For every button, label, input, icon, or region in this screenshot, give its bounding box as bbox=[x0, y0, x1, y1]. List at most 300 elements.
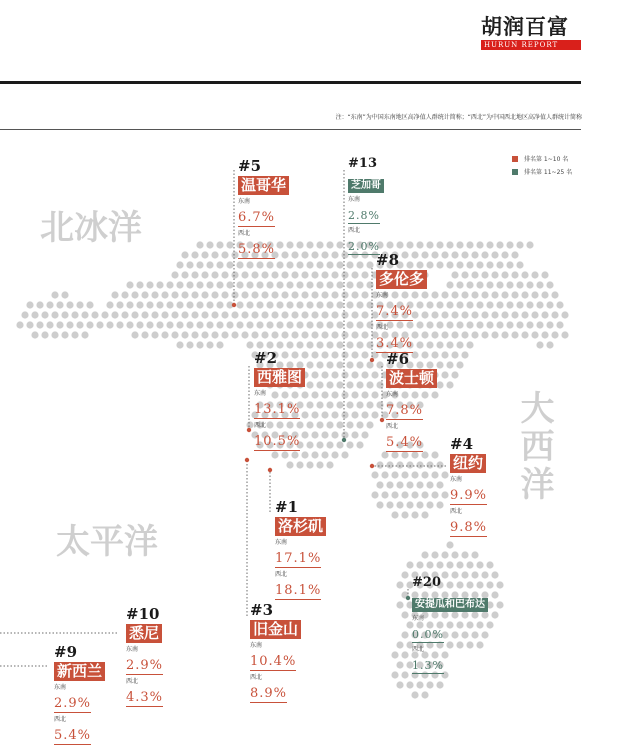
map-dot bbox=[471, 251, 478, 258]
map-dot bbox=[321, 271, 328, 278]
map-dot bbox=[66, 321, 73, 328]
map-dot bbox=[186, 341, 193, 348]
map-dot bbox=[371, 411, 378, 418]
map-dot bbox=[496, 241, 503, 248]
map-dot bbox=[396, 641, 403, 648]
city-boston bbox=[386, 350, 437, 452]
map-dot bbox=[326, 241, 333, 248]
city-chicago bbox=[348, 155, 384, 255]
map-dot bbox=[416, 561, 423, 568]
map-dot bbox=[206, 341, 213, 348]
map-dot bbox=[531, 311, 538, 318]
map-dot bbox=[251, 271, 258, 278]
southeast-label: 东南 bbox=[386, 391, 399, 398]
map-dot bbox=[316, 321, 323, 328]
rank: #2 bbox=[254, 349, 278, 367]
map-dot bbox=[51, 291, 58, 298]
map-dot bbox=[141, 331, 148, 338]
map-dot bbox=[451, 371, 458, 378]
map-dot bbox=[346, 281, 353, 288]
map-dot bbox=[376, 481, 383, 488]
map-dot bbox=[216, 241, 223, 248]
map-dot bbox=[486, 261, 493, 268]
northwest-label: 西北 bbox=[386, 423, 399, 430]
map-dot bbox=[396, 461, 403, 468]
map-dot bbox=[441, 351, 448, 358]
map-dot bbox=[86, 301, 93, 308]
northwest-value: 10.5% bbox=[254, 434, 301, 449]
map-dot bbox=[461, 251, 468, 258]
map-dot bbox=[201, 271, 208, 278]
map-dot bbox=[336, 421, 343, 428]
rank: #8 bbox=[376, 251, 400, 269]
map-dot bbox=[211, 291, 218, 298]
map-dot bbox=[366, 321, 373, 328]
map-dot bbox=[461, 271, 468, 278]
map-dot bbox=[241, 311, 248, 318]
map-dot bbox=[176, 281, 183, 288]
map-dot bbox=[436, 501, 443, 508]
map-dot bbox=[316, 461, 323, 468]
map-dot bbox=[301, 251, 308, 258]
map-dot bbox=[301, 271, 308, 278]
map-dot bbox=[431, 311, 438, 318]
map-dot bbox=[361, 331, 368, 338]
map-dot bbox=[346, 401, 353, 408]
map-dot bbox=[321, 351, 328, 358]
map-dot bbox=[426, 341, 433, 348]
map-dot bbox=[286, 341, 293, 348]
map-dot bbox=[371, 491, 378, 498]
map-dot bbox=[36, 321, 43, 328]
map-dot bbox=[441, 311, 448, 318]
map-dot bbox=[136, 281, 143, 288]
northwest-value: 5.8% bbox=[238, 242, 276, 257]
ocean-pacific: 太平洋 bbox=[56, 522, 158, 562]
map-dot bbox=[436, 381, 443, 388]
map-dot bbox=[456, 281, 463, 288]
map-dot bbox=[316, 401, 323, 408]
map-dot bbox=[126, 321, 133, 328]
map-dot bbox=[186, 301, 193, 308]
ocean-atlantic: 大西洋 bbox=[514, 390, 554, 504]
map-dot bbox=[431, 471, 438, 478]
map-dot bbox=[471, 311, 478, 318]
map-dot bbox=[191, 311, 198, 318]
northwest-value: 2.0% bbox=[348, 240, 380, 253]
map-dot bbox=[551, 291, 558, 298]
map-dot bbox=[191, 271, 198, 278]
map-dot bbox=[511, 251, 518, 258]
map-dot bbox=[426, 321, 433, 328]
map-dot bbox=[451, 351, 458, 358]
map-dot bbox=[456, 341, 463, 348]
map-dot bbox=[456, 301, 463, 308]
map-dot bbox=[116, 301, 123, 308]
map-dot bbox=[326, 441, 333, 448]
hurun-logo bbox=[481, 16, 581, 50]
map-dot bbox=[421, 691, 428, 698]
map-dot bbox=[491, 251, 498, 258]
map-dot bbox=[366, 261, 373, 268]
map-dot bbox=[306, 321, 313, 328]
northwest-label: 西北 bbox=[275, 571, 288, 578]
map-dot bbox=[561, 331, 568, 338]
map-dot bbox=[401, 511, 408, 518]
map-dot bbox=[471, 551, 478, 558]
map-dot bbox=[211, 331, 218, 338]
map-dot bbox=[501, 291, 508, 298]
map-dot bbox=[441, 251, 448, 258]
map-dot bbox=[156, 301, 163, 308]
map-dot bbox=[311, 431, 318, 438]
map-dot bbox=[436, 681, 443, 688]
map-dot bbox=[476, 281, 483, 288]
map-dot bbox=[196, 321, 203, 328]
city-name: 旧金山 bbox=[250, 620, 301, 639]
map-dot bbox=[296, 301, 303, 308]
map-dot bbox=[336, 361, 343, 368]
map-dot bbox=[386, 461, 393, 468]
map-dot bbox=[401, 631, 408, 638]
map-dot bbox=[351, 331, 358, 338]
map-dot bbox=[511, 271, 518, 278]
map-dot bbox=[341, 411, 348, 418]
map-dot bbox=[326, 301, 333, 308]
map-dot bbox=[491, 291, 498, 298]
map-dot bbox=[386, 481, 393, 488]
southeast-label: 东南 bbox=[412, 615, 425, 622]
map-dot bbox=[341, 391, 348, 398]
map-dot bbox=[166, 281, 173, 288]
map-dot bbox=[436, 561, 443, 568]
map-dot bbox=[381, 471, 388, 478]
map-dot bbox=[436, 341, 443, 348]
map-dot bbox=[281, 331, 288, 338]
map-dot bbox=[441, 291, 448, 298]
map-dot bbox=[61, 331, 68, 338]
map-dot bbox=[391, 451, 398, 458]
map-dot bbox=[436, 361, 443, 368]
rank: #5 bbox=[238, 157, 262, 175]
map-dot bbox=[286, 261, 293, 268]
map-dot bbox=[466, 321, 473, 328]
map-dot bbox=[356, 401, 363, 408]
map-dot bbox=[506, 321, 513, 328]
city-antigua-barbuda bbox=[412, 574, 488, 674]
map-dot bbox=[106, 301, 113, 308]
city-name: 芝加哥 bbox=[348, 179, 384, 193]
map-dot bbox=[351, 271, 358, 278]
map-dot bbox=[466, 561, 473, 568]
map-dot bbox=[311, 291, 318, 298]
city-marker bbox=[232, 303, 236, 307]
map-dot bbox=[291, 291, 298, 298]
map-dot bbox=[136, 321, 143, 328]
map-dot bbox=[121, 311, 128, 318]
map-dot bbox=[501, 271, 508, 278]
map-dot bbox=[331, 451, 338, 458]
map-dot bbox=[296, 241, 303, 248]
map-dot bbox=[71, 331, 78, 338]
map-dot bbox=[131, 311, 138, 318]
map-dot bbox=[311, 311, 318, 318]
map-dot bbox=[236, 321, 243, 328]
map-dot bbox=[101, 311, 108, 318]
map-dot bbox=[401, 651, 408, 658]
map-dot bbox=[371, 371, 378, 378]
map-dot bbox=[296, 321, 303, 328]
map-dot bbox=[356, 261, 363, 268]
city-name: 纽约 bbox=[450, 454, 486, 473]
map-dot bbox=[456, 321, 463, 328]
map-dot bbox=[306, 421, 313, 428]
map-dot bbox=[286, 301, 293, 308]
map-dot bbox=[396, 481, 403, 488]
map-dot bbox=[331, 331, 338, 338]
map-dot bbox=[376, 381, 383, 388]
map-dot bbox=[326, 401, 333, 408]
map-dot bbox=[331, 431, 338, 438]
map-dot bbox=[156, 321, 163, 328]
southeast-value: 7.8% bbox=[386, 403, 424, 418]
map-dot bbox=[181, 251, 188, 258]
northwest-value: 8.9% bbox=[250, 686, 288, 701]
map-dot bbox=[216, 261, 223, 268]
rank: #10 bbox=[126, 605, 160, 623]
map-dot bbox=[451, 291, 458, 298]
map-dot bbox=[451, 271, 458, 278]
map-dot bbox=[326, 321, 333, 328]
map-dot bbox=[486, 241, 493, 248]
map-dot bbox=[351, 371, 358, 378]
map-dot bbox=[306, 381, 313, 388]
map-dot bbox=[521, 271, 528, 278]
map-dot bbox=[451, 251, 458, 258]
city-marker bbox=[268, 468, 272, 472]
map-dot bbox=[476, 321, 483, 328]
northwest-label: 西北 bbox=[348, 227, 361, 234]
map-dot bbox=[31, 311, 38, 318]
map-dot bbox=[441, 371, 448, 378]
map-dot bbox=[61, 291, 68, 298]
southeast-label: 东南 bbox=[450, 476, 463, 483]
map-dot bbox=[401, 671, 408, 678]
section-rule bbox=[0, 129, 581, 130]
map-dot bbox=[226, 281, 233, 288]
map-dot bbox=[536, 321, 543, 328]
map-dot bbox=[436, 481, 443, 488]
map-dot bbox=[381, 451, 388, 458]
map-dot bbox=[446, 561, 453, 568]
map-dot bbox=[391, 651, 398, 658]
map-dot bbox=[366, 281, 373, 288]
map-dot bbox=[181, 331, 188, 338]
map-dot bbox=[286, 321, 293, 328]
map-dot bbox=[486, 321, 493, 328]
map-dot bbox=[206, 281, 213, 288]
map-dot bbox=[396, 661, 403, 668]
northwest-label: 西北 bbox=[412, 646, 425, 653]
map-dot bbox=[496, 261, 503, 268]
map-dot bbox=[111, 291, 118, 298]
map-dot bbox=[346, 381, 353, 388]
map-dot bbox=[341, 451, 348, 458]
map-dot bbox=[176, 301, 183, 308]
map-dot bbox=[341, 351, 348, 358]
map-dot bbox=[531, 331, 538, 338]
map-dot bbox=[411, 491, 418, 498]
map-dot bbox=[401, 471, 408, 478]
map-dot bbox=[441, 491, 448, 498]
southeast-label: 东南 bbox=[348, 196, 361, 203]
city-newzealand bbox=[54, 643, 105, 745]
map-dot bbox=[421, 471, 428, 478]
rank: #3 bbox=[250, 601, 274, 619]
map-dot bbox=[171, 271, 178, 278]
map-dot bbox=[521, 291, 528, 298]
map-dot bbox=[336, 341, 343, 348]
southeast-label: 东南 bbox=[275, 539, 288, 546]
map-dot bbox=[216, 281, 223, 288]
map-dot bbox=[266, 301, 273, 308]
map-dot bbox=[396, 501, 403, 508]
map-dot bbox=[366, 341, 373, 348]
map-dot bbox=[416, 461, 423, 468]
map-dot bbox=[481, 331, 488, 338]
southeast-value: 7.4% bbox=[376, 304, 414, 319]
map-dot bbox=[411, 691, 418, 698]
map-dot bbox=[536, 281, 543, 288]
map-dot bbox=[311, 271, 318, 278]
map-dot bbox=[51, 311, 58, 318]
city-name: 洛杉矶 bbox=[275, 517, 326, 536]
map-dot bbox=[161, 311, 168, 318]
map-dot bbox=[301, 331, 308, 338]
city-sanfrancisco bbox=[250, 601, 301, 703]
map-dot bbox=[521, 311, 528, 318]
map-dot bbox=[401, 611, 408, 618]
map-dot bbox=[426, 501, 433, 508]
map-dot bbox=[236, 261, 243, 268]
map-dot bbox=[531, 271, 538, 278]
map-dot bbox=[396, 681, 403, 688]
map-dot bbox=[371, 391, 378, 398]
map-dot bbox=[336, 321, 343, 328]
map-dot bbox=[131, 291, 138, 298]
map-dot bbox=[316, 241, 323, 248]
map-dot bbox=[316, 261, 323, 268]
map-dot bbox=[281, 311, 288, 318]
city-marker bbox=[380, 418, 384, 422]
map-dot bbox=[481, 291, 488, 298]
map-dot bbox=[341, 431, 348, 438]
map-dot bbox=[316, 361, 323, 368]
map-dot bbox=[221, 291, 228, 298]
map-dot bbox=[346, 341, 353, 348]
map-dot bbox=[231, 291, 238, 298]
map-dot bbox=[331, 311, 338, 318]
map-dot bbox=[276, 301, 283, 308]
map-dot bbox=[446, 541, 453, 548]
map-dot bbox=[336, 401, 343, 408]
map-dot bbox=[491, 571, 498, 578]
map-dot bbox=[396, 241, 403, 248]
map-dot bbox=[201, 291, 208, 298]
map-dot bbox=[201, 311, 208, 318]
southeast-value: 2.9% bbox=[126, 658, 164, 673]
map-dot bbox=[326, 261, 333, 268]
map-dot bbox=[506, 241, 513, 248]
map-dot bbox=[351, 351, 358, 358]
map-dot bbox=[426, 481, 433, 488]
map-dot bbox=[296, 261, 303, 268]
map-dot bbox=[526, 321, 533, 328]
map-dot bbox=[266, 341, 273, 348]
map-dot bbox=[236, 281, 243, 288]
map-dot bbox=[311, 251, 318, 258]
map-dot bbox=[221, 251, 228, 258]
map-dot bbox=[366, 361, 373, 368]
map-dot bbox=[501, 331, 508, 338]
map-dot bbox=[446, 321, 453, 328]
map-dot bbox=[511, 331, 518, 338]
map-dot bbox=[496, 301, 503, 308]
map-dot bbox=[441, 331, 448, 338]
map-dot bbox=[351, 391, 358, 398]
map-dot bbox=[466, 241, 473, 248]
map-dot bbox=[331, 271, 338, 278]
northwest-value: 4.3% bbox=[126, 690, 164, 705]
map-dot bbox=[176, 261, 183, 268]
map-dot bbox=[386, 241, 393, 248]
map-dot bbox=[256, 281, 263, 288]
rank: #4 bbox=[450, 435, 474, 453]
map-dot bbox=[171, 311, 178, 318]
map-dot bbox=[356, 381, 363, 388]
map-dot bbox=[121, 291, 128, 298]
map-dot bbox=[231, 331, 238, 338]
map-dot bbox=[336, 261, 343, 268]
map-dot bbox=[561, 311, 568, 318]
map-dot bbox=[351, 311, 358, 318]
map-dot bbox=[426, 681, 433, 688]
map-dot bbox=[341, 291, 348, 298]
map-dot bbox=[231, 311, 238, 318]
legend-swatch-top10 bbox=[512, 156, 518, 162]
map-dot bbox=[226, 241, 233, 248]
map-dot bbox=[456, 361, 463, 368]
map-dot bbox=[226, 321, 233, 328]
map-dot bbox=[426, 261, 433, 268]
map-dot bbox=[411, 471, 418, 478]
southeast-value: 0.0% bbox=[412, 628, 444, 641]
city-losangeles bbox=[275, 498, 326, 600]
map-dot bbox=[46, 321, 53, 328]
map-dot bbox=[206, 321, 213, 328]
map-dot bbox=[86, 321, 93, 328]
map-dot bbox=[56, 321, 63, 328]
map-dot bbox=[446, 241, 453, 248]
map-dot bbox=[346, 421, 353, 428]
legend-swatch-top25 bbox=[512, 169, 518, 175]
map-dot bbox=[526, 281, 533, 288]
legend bbox=[512, 152, 572, 178]
map-dot bbox=[156, 281, 163, 288]
map-dot bbox=[356, 341, 363, 348]
map-dot bbox=[246, 341, 253, 348]
map-dot bbox=[456, 561, 463, 568]
